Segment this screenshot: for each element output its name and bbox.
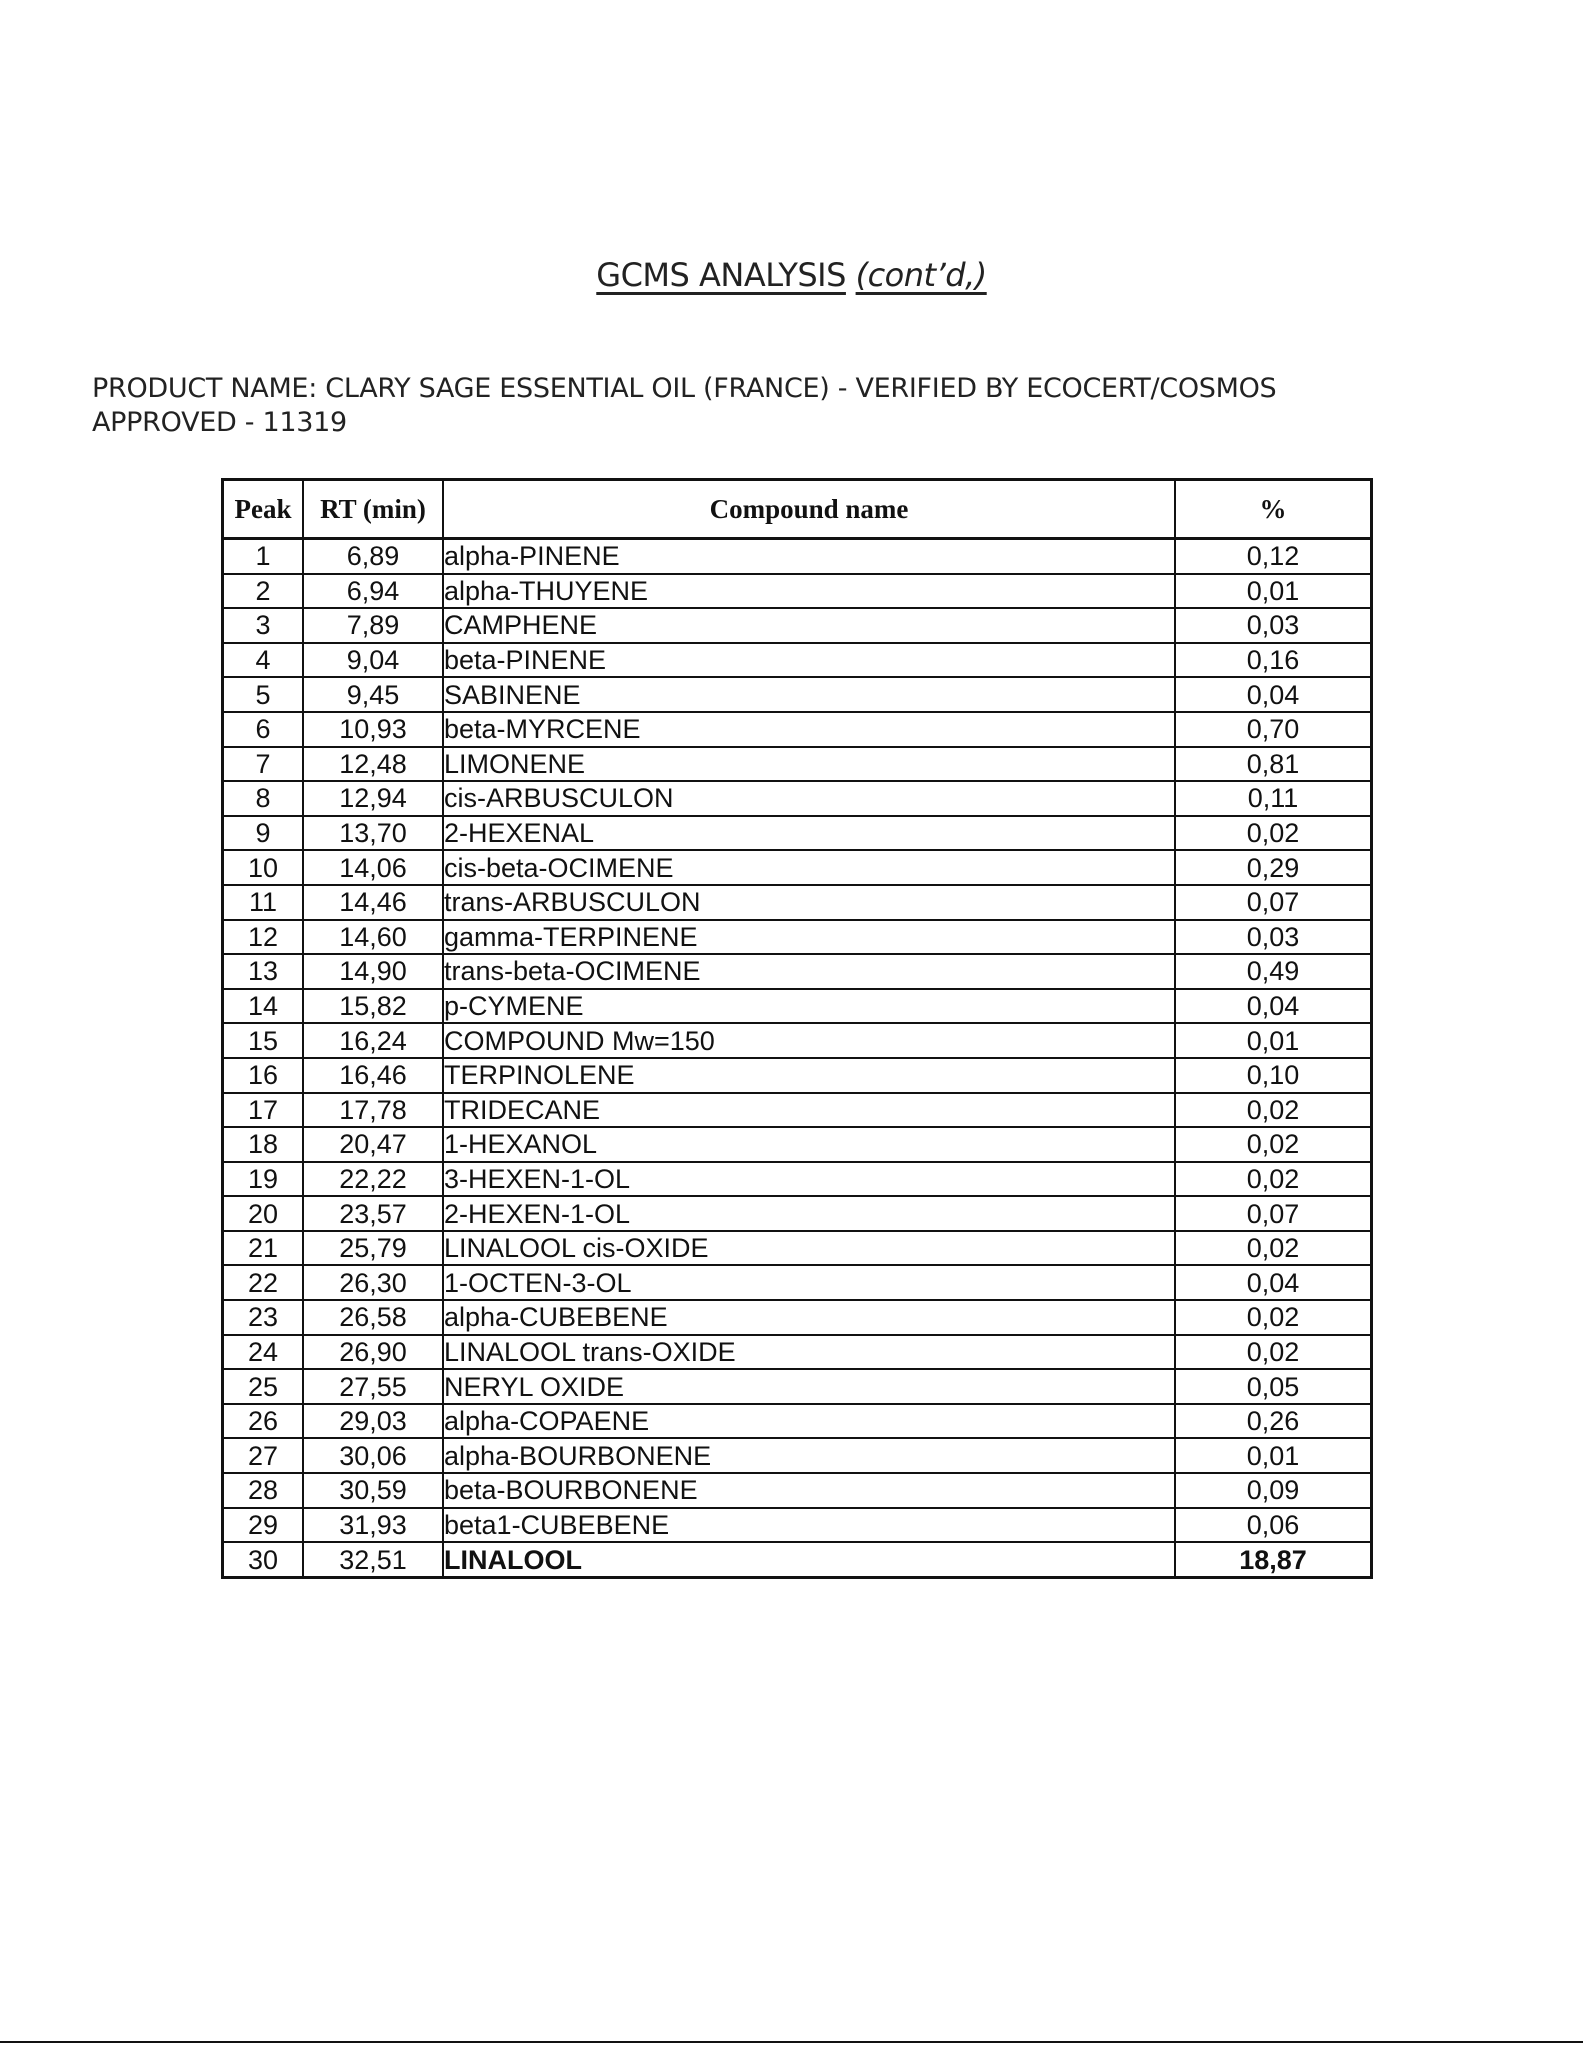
cell-percent: 0,09 [1175,1473,1372,1508]
cell-rt: 31,93 [303,1508,443,1543]
cell-rt: 26,90 [303,1335,443,1370]
cell-rt: 6,94 [303,574,443,609]
cell-rt: 32,51 [303,1542,443,1577]
table-row [223,1369,1372,1404]
title-main: GCMS ANALYSIS [596,256,846,294]
cell-rt: 14,60 [303,920,443,955]
cell-peak: 24 [223,1335,304,1370]
cell-peak: 23 [223,1300,304,1335]
cell-compound-name: cis-beta-OCIMENE [443,850,1175,885]
cell-percent: 0,04 [1175,989,1372,1024]
cell-peak: 30 [223,1542,304,1577]
cell-rt: 22,22 [303,1162,443,1197]
cell-rt: 30,59 [303,1473,443,1508]
cell-peak: 26 [223,1404,304,1439]
table-row [223,1508,1372,1543]
cell-peak: 15 [223,1023,304,1058]
table-row [223,1404,1372,1439]
cell-percent: 0,03 [1175,920,1372,955]
cell-compound-name: beta1-CUBEBENE [443,1508,1175,1543]
cell-percent: 0,26 [1175,1404,1372,1439]
table-row [223,1058,1372,1093]
table-row [223,1196,1372,1231]
cell-peak: 13 [223,954,304,989]
cell-percent: 0,81 [1175,747,1372,782]
cell-rt: 27,55 [303,1369,443,1404]
table-row [223,1162,1372,1197]
cell-rt: 15,82 [303,989,443,1024]
table-row [223,677,1372,712]
table-row [223,989,1372,1024]
table-body [223,539,1372,1578]
cell-percent: 0,02 [1175,816,1372,851]
cell-compound-name: alpha-COPAENE [443,1404,1175,1439]
table-row [223,954,1372,989]
cell-peak: 14 [223,989,304,1024]
cell-rt: 20,47 [303,1127,443,1162]
cell-rt: 10,93 [303,712,443,747]
cell-rt: 6,89 [303,539,443,574]
cell-rt: 13,70 [303,816,443,851]
cell-compound-name: alpha-PINENE [443,539,1175,574]
table-row [223,1335,1372,1370]
table-row [223,1265,1372,1300]
cell-peak: 2 [223,574,304,609]
cell-compound-name: trans-beta-OCIMENE [443,954,1175,989]
cell-percent: 0,29 [1175,850,1372,885]
cell-peak: 25 [223,1369,304,1404]
table-row [223,747,1372,782]
cell-rt: 30,06 [303,1438,443,1473]
cell-peak: 17 [223,1093,304,1128]
table-row [223,1300,1372,1335]
table-row [223,1542,1372,1577]
table-row [223,885,1372,920]
cell-percent: 0,02 [1175,1335,1372,1370]
cell-peak: 12 [223,920,304,955]
cell-rt: 14,46 [303,885,443,920]
cell-rt: 14,06 [303,850,443,885]
cell-peak: 8 [223,781,304,816]
cell-percent: 0,16 [1175,643,1372,678]
cell-percent: 0,01 [1175,1023,1372,1058]
cell-compound-name: 3-HEXEN-1-OL [443,1162,1175,1197]
table-row [223,608,1372,643]
cell-percent: 0,03 [1175,608,1372,643]
cell-compound-name: beta-BOURBONENE [443,1473,1175,1508]
table-row [223,1438,1372,1473]
cell-rt: 23,57 [303,1196,443,1231]
cell-percent: 0,04 [1175,1265,1372,1300]
cell-percent: 0,04 [1175,677,1372,712]
table-row [223,920,1372,955]
cell-peak: 10 [223,850,304,885]
table-row [223,1473,1372,1508]
cell-percent: 0,02 [1175,1127,1372,1162]
cell-peak: 7 [223,747,304,782]
table-row [223,781,1372,816]
cell-percent: 18,87 [1175,1542,1372,1577]
cell-percent: 0,07 [1175,885,1372,920]
cell-percent: 0,02 [1175,1231,1372,1266]
cell-peak: 20 [223,1196,304,1231]
table-row [223,574,1372,609]
cell-rt: 16,46 [303,1058,443,1093]
cell-compound-name: trans-ARBUSCULON [443,885,1175,920]
cell-compound-name: SABINENE [443,677,1175,712]
cell-compound-name: 2-HEXENAL [443,816,1175,851]
cell-percent: 0,06 [1175,1508,1372,1543]
cell-peak: 22 [223,1265,304,1300]
cell-peak: 21 [223,1231,304,1266]
cell-compound-name: alpha-BOURBONENE [443,1438,1175,1473]
cell-peak: 16 [223,1058,304,1093]
cell-compound-name: 1-HEXANOL [443,1127,1175,1162]
header-compound-name: Compound name [443,480,1175,539]
cell-percent: 0,10 [1175,1058,1372,1093]
table-row [223,643,1372,678]
cell-peak: 1 [223,539,304,574]
cell-compound-name: TERPINOLENE [443,1058,1175,1093]
table-row [223,816,1372,851]
cell-compound-name: 2-HEXEN-1-OL [443,1196,1175,1231]
cell-rt: 9,45 [303,677,443,712]
cell-percent: 0,49 [1175,954,1372,989]
cell-peak: 28 [223,1473,304,1508]
cell-compound-name: gamma-TERPINENE [443,920,1175,955]
table-row [223,1093,1372,1128]
cell-peak: 5 [223,677,304,712]
table-row [223,712,1372,747]
cell-percent: 0,12 [1175,539,1372,574]
cell-rt: 9,04 [303,643,443,678]
cell-percent: 0,02 [1175,1300,1372,1335]
cell-compound-name: cis-ARBUSCULON [443,781,1175,816]
cell-compound-name: LINALOOL [443,1542,1175,1577]
cell-rt: 29,03 [303,1404,443,1439]
header-peak: Peak [223,480,304,539]
cell-rt: 16,24 [303,1023,443,1058]
cell-rt: 12,94 [303,781,443,816]
cell-peak: 3 [223,608,304,643]
title-continued: (cont’d,) [855,256,987,294]
cell-compound-name: COMPOUND Mw=150 [443,1023,1175,1058]
page-title [0,256,1583,294]
cell-compound-name: beta-PINENE [443,643,1175,678]
cell-peak: 6 [223,712,304,747]
cell-compound-name: LINALOOL cis-OXIDE [443,1231,1175,1266]
table-row [223,1231,1372,1266]
cell-percent: 0,07 [1175,1196,1372,1231]
cell-compound-name: 1-OCTEN-3-OL [443,1265,1175,1300]
cell-rt: 25,79 [303,1231,443,1266]
header-percent: % [1175,480,1372,539]
cell-compound-name: alpha-THUYENE [443,574,1175,609]
cell-rt: 26,30 [303,1265,443,1300]
cell-rt: 12,48 [303,747,443,782]
table-row [223,850,1372,885]
cell-percent: 0,02 [1175,1162,1372,1197]
cell-compound-name: LIMONENE [443,747,1175,782]
bottom-divider [0,2041,1583,2043]
cell-percent: 0,01 [1175,574,1372,609]
cell-compound-name: CAMPHENE [443,608,1175,643]
cell-peak: 9 [223,816,304,851]
product-name [92,372,1512,440]
cell-rt: 26,58 [303,1300,443,1335]
cell-percent: 0,11 [1175,781,1372,816]
cell-compound-name: TRIDECANE [443,1093,1175,1128]
gcms-table [221,478,1373,1579]
table-row [223,1023,1372,1058]
cell-rt: 14,90 [303,954,443,989]
cell-percent: 0,70 [1175,712,1372,747]
cell-rt: 7,89 [303,608,443,643]
cell-peak: 18 [223,1127,304,1162]
cell-peak: 19 [223,1162,304,1197]
cell-compound-name: alpha-CUBEBENE [443,1300,1175,1335]
cell-peak: 4 [223,643,304,678]
cell-compound-name: LINALOOL trans-OXIDE [443,1335,1175,1370]
product-name-line-1: PRODUCT NAME: CLARY SAGE ESSENTIAL OIL (FRANCE) - VERIFIED BY ECOCERT/COSMOS [92,373,1277,404]
cell-peak: 29 [223,1508,304,1543]
cell-peak: 11 [223,885,304,920]
header-rt: RT (min) [303,480,443,539]
cell-percent: 0,02 [1175,1093,1372,1128]
cell-percent: 0,01 [1175,1438,1372,1473]
cell-compound-name: p-CYMENE [443,989,1175,1024]
table-header-row [223,480,1372,539]
cell-compound-name: beta-MYRCENE [443,712,1175,747]
cell-compound-name: NERYL OXIDE [443,1369,1175,1404]
table-row [223,1127,1372,1162]
cell-percent: 0,05 [1175,1369,1372,1404]
product-name-line-2: APPROVED - 11319 [92,407,347,438]
table-row [223,539,1372,574]
cell-peak: 27 [223,1438,304,1473]
cell-rt: 17,78 [303,1093,443,1128]
